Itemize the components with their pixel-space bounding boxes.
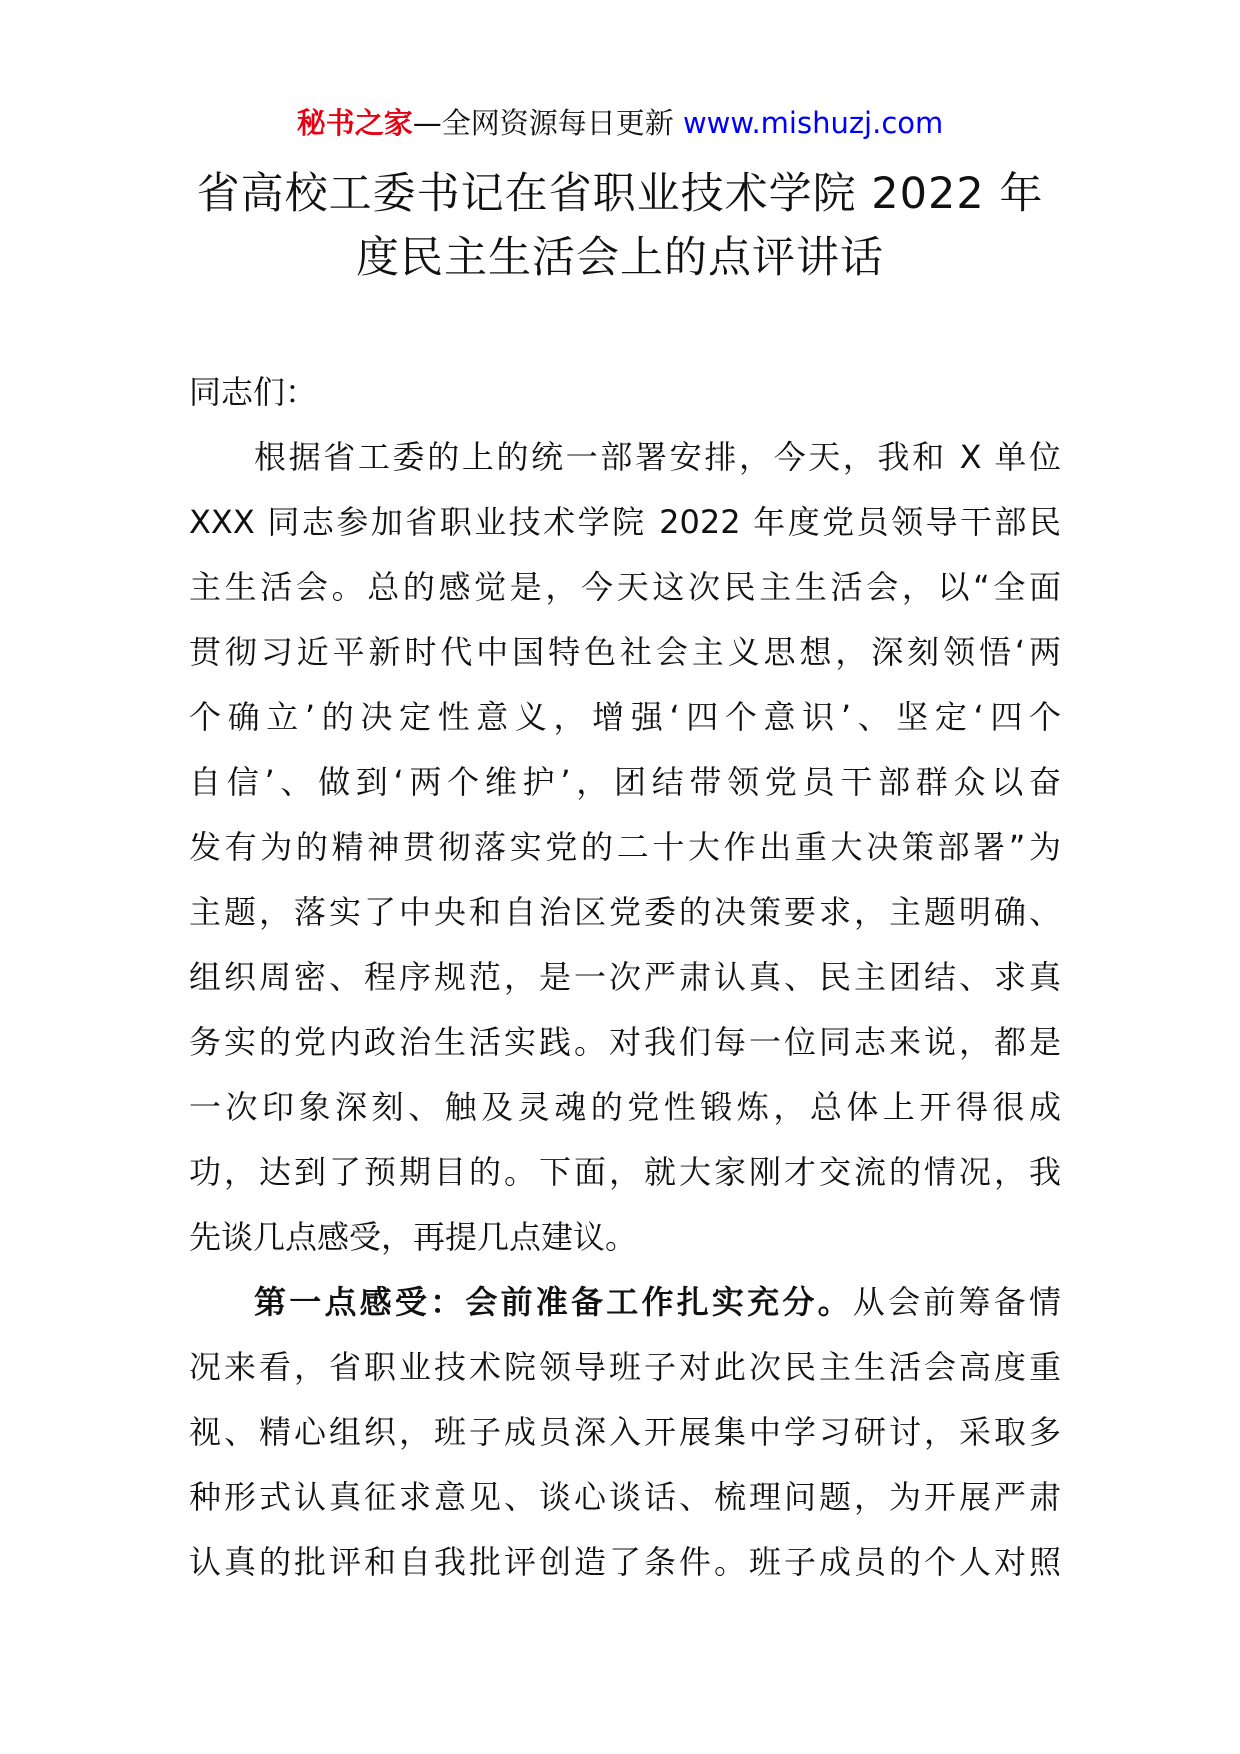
document-body	[189, 360, 1061, 1595]
paragraph-line: 功，达到了预期目的。下面，就大家刚才交流的情况，我	[189, 1153, 1061, 1191]
paragraph-line: 主生活会。总的感觉是，今天这次民主生活会，以“全面	[189, 568, 1061, 606]
paragraph-line: 主题，落实了中央和自治区党委的决策要求，主题明确、	[189, 893, 1061, 931]
paragraph-line: 先谈几点感受，再提几点建议。	[189, 1218, 638, 1256]
paragraph-line: 务实的党内政治生活实践。对我们每一位同志来说，都是	[189, 1023, 1061, 1061]
paragraph-line: 发有为的精神贯彻落实党的二十大作出重大决策部署”为	[189, 828, 1061, 866]
paragraph-line: 个确立’的决定性意义，增强‘四个意识’、坚定‘四个	[189, 698, 1061, 736]
document-title-line-2: 度民主生活会上的点评讲话	[356, 233, 884, 283]
document-title-line-1: 省高校工委书记在省职业技术学院 2022 年	[196, 169, 1044, 219]
salutation: 同志们：	[189, 373, 318, 411]
paragraph-line: 况来看，省职业技术院领导班子对此次民主生活会高度重	[189, 1348, 1061, 1386]
site-header	[0, 103, 1240, 143]
section-heading: 第一点感受：会前准备工作扎实充分。	[254, 1283, 853, 1321]
paragraph-line: 认真的批评和自我批评创造了条件。班子成员的个人对照	[189, 1543, 1061, 1581]
paragraph-line: 自信’、做到‘两个维护’，团结带领党员干部群众以奋	[189, 763, 1061, 801]
paragraph-line: 根据省工委的上的统一部署安排，今天，我和 X 单位	[254, 438, 1061, 476]
paragraph-line: 种形式认真征求意见、谈心谈话、梳理问题，为开展严肃	[189, 1478, 1061, 1516]
paragraph-line	[189, 1270, 1061, 1335]
paragraph-line: 一次印象深刻、触及灵魂的党性锻炼，总体上开得很成	[189, 1088, 1061, 1126]
paragraph-2	[189, 1270, 1061, 1595]
site-tagline: —全网资源每日更新	[412, 106, 683, 140]
site-brand: 秘书之家	[296, 106, 413, 140]
document-title	[150, 162, 1090, 290]
paragraph-line: 组织周密、程序规范，是一次严肃认真、民主团结、求真	[189, 958, 1061, 996]
paragraph-line: 贯彻习近平新时代中国特色社会主义思想，深刻领悟‘两	[189, 633, 1061, 671]
paragraph-1	[189, 425, 1061, 1270]
paragraph-line: 视、精心组织，班子成员深入开展集中学习研讨，采取多	[189, 1413, 1061, 1451]
paragraph-line: XXX 同志参加省职业技术学院 2022 年度党员领导干部民	[189, 503, 1061, 541]
paragraph-line-rest: 从会前筹备情	[852, 1283, 1061, 1321]
site-url-link[interactable]: www.mishuzj.com	[682, 106, 944, 140]
